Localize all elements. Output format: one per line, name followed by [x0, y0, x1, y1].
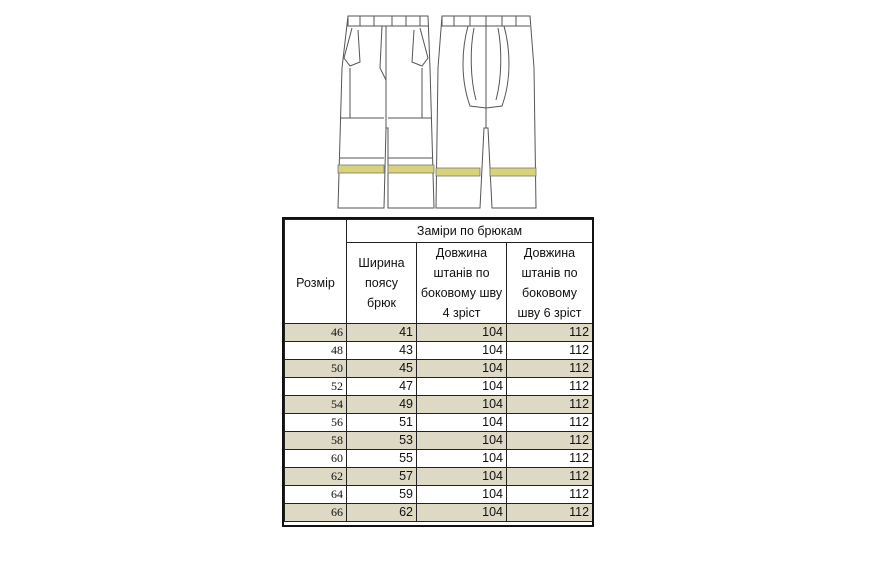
size-cell: 52 — [285, 378, 347, 396]
length-4-cell: 104 — [417, 360, 507, 378]
trousers-size-table — [284, 219, 593, 522]
size-cell: 66 — [285, 504, 347, 522]
length-6-cell: 112 — [507, 360, 593, 378]
length-4-cell: 104 — [417, 342, 507, 360]
waist-cell: 53 — [347, 432, 417, 450]
waist-cell: 47 — [347, 378, 417, 396]
size-cell: 54 — [285, 396, 347, 414]
waist-cell: 43 — [347, 342, 417, 360]
table-row — [285, 450, 593, 468]
group-header: Заміри по брюкам — [347, 220, 593, 243]
table-row — [285, 360, 593, 378]
length-6-cell: 112 — [507, 504, 593, 522]
length-4-cell: 104 — [417, 450, 507, 468]
length-6-cell: 112 — [507, 432, 593, 450]
table-corner-cell — [285, 220, 347, 243]
length-6-cell: 112 — [507, 450, 593, 468]
trousers-front-view — [338, 16, 434, 208]
waist-cell: 62 — [347, 504, 417, 522]
length-4-cell: 104 — [417, 504, 507, 522]
length-6-cell: 112 — [507, 342, 593, 360]
length-6-column-header: Довжина штанів по боковому шву 6 зріст — [507, 243, 593, 324]
waist-cell: 45 — [347, 360, 417, 378]
length-6-cell: 112 — [507, 468, 593, 486]
size-cell: 64 — [285, 486, 347, 504]
waist-cell: 55 — [347, 450, 417, 468]
length-4-column-header: Довжина штанів по боковому шву 4 зріст — [417, 243, 507, 324]
table-row — [285, 504, 593, 522]
size-cell: 58 — [285, 432, 347, 450]
size-cell: 50 — [285, 360, 347, 378]
table-row — [285, 414, 593, 432]
trousers-drawing — [330, 8, 542, 212]
table-row — [285, 378, 593, 396]
length-4-cell: 104 — [417, 432, 507, 450]
length-4-cell: 104 — [417, 486, 507, 504]
trousers-back-view — [436, 16, 536, 208]
length-4-cell: 104 — [417, 378, 507, 396]
table-row — [285, 396, 593, 414]
size-cell: 60 — [285, 450, 347, 468]
size-cell: 46 — [285, 324, 347, 342]
waist-cell: 59 — [347, 486, 417, 504]
waist-column-header: Ширина поясу брюк — [347, 243, 417, 324]
waist-cell: 51 — [347, 414, 417, 432]
length-6-cell: 112 — [507, 378, 593, 396]
size-cell: 56 — [285, 414, 347, 432]
table-row — [285, 468, 593, 486]
length-4-cell: 104 — [417, 414, 507, 432]
length-6-cell: 112 — [507, 396, 593, 414]
length-6-cell: 112 — [507, 324, 593, 342]
length-4-cell: 104 — [417, 324, 507, 342]
length-4-cell: 104 — [417, 396, 507, 414]
length-4-cell: 104 — [417, 468, 507, 486]
length-6-cell: 112 — [507, 486, 593, 504]
table-row — [285, 342, 593, 360]
size-cell: 62 — [285, 468, 347, 486]
waist-cell: 49 — [347, 396, 417, 414]
table-header-row — [285, 243, 593, 324]
table-row — [285, 324, 593, 342]
size-column-header: Розмір — [285, 243, 347, 324]
table-row — [285, 486, 593, 504]
waist-cell: 41 — [347, 324, 417, 342]
table-group-header-row — [285, 220, 593, 243]
waist-cell: 57 — [347, 468, 417, 486]
length-6-cell: 112 — [507, 414, 593, 432]
table-row — [285, 432, 593, 450]
size-cell: 48 — [285, 342, 347, 360]
